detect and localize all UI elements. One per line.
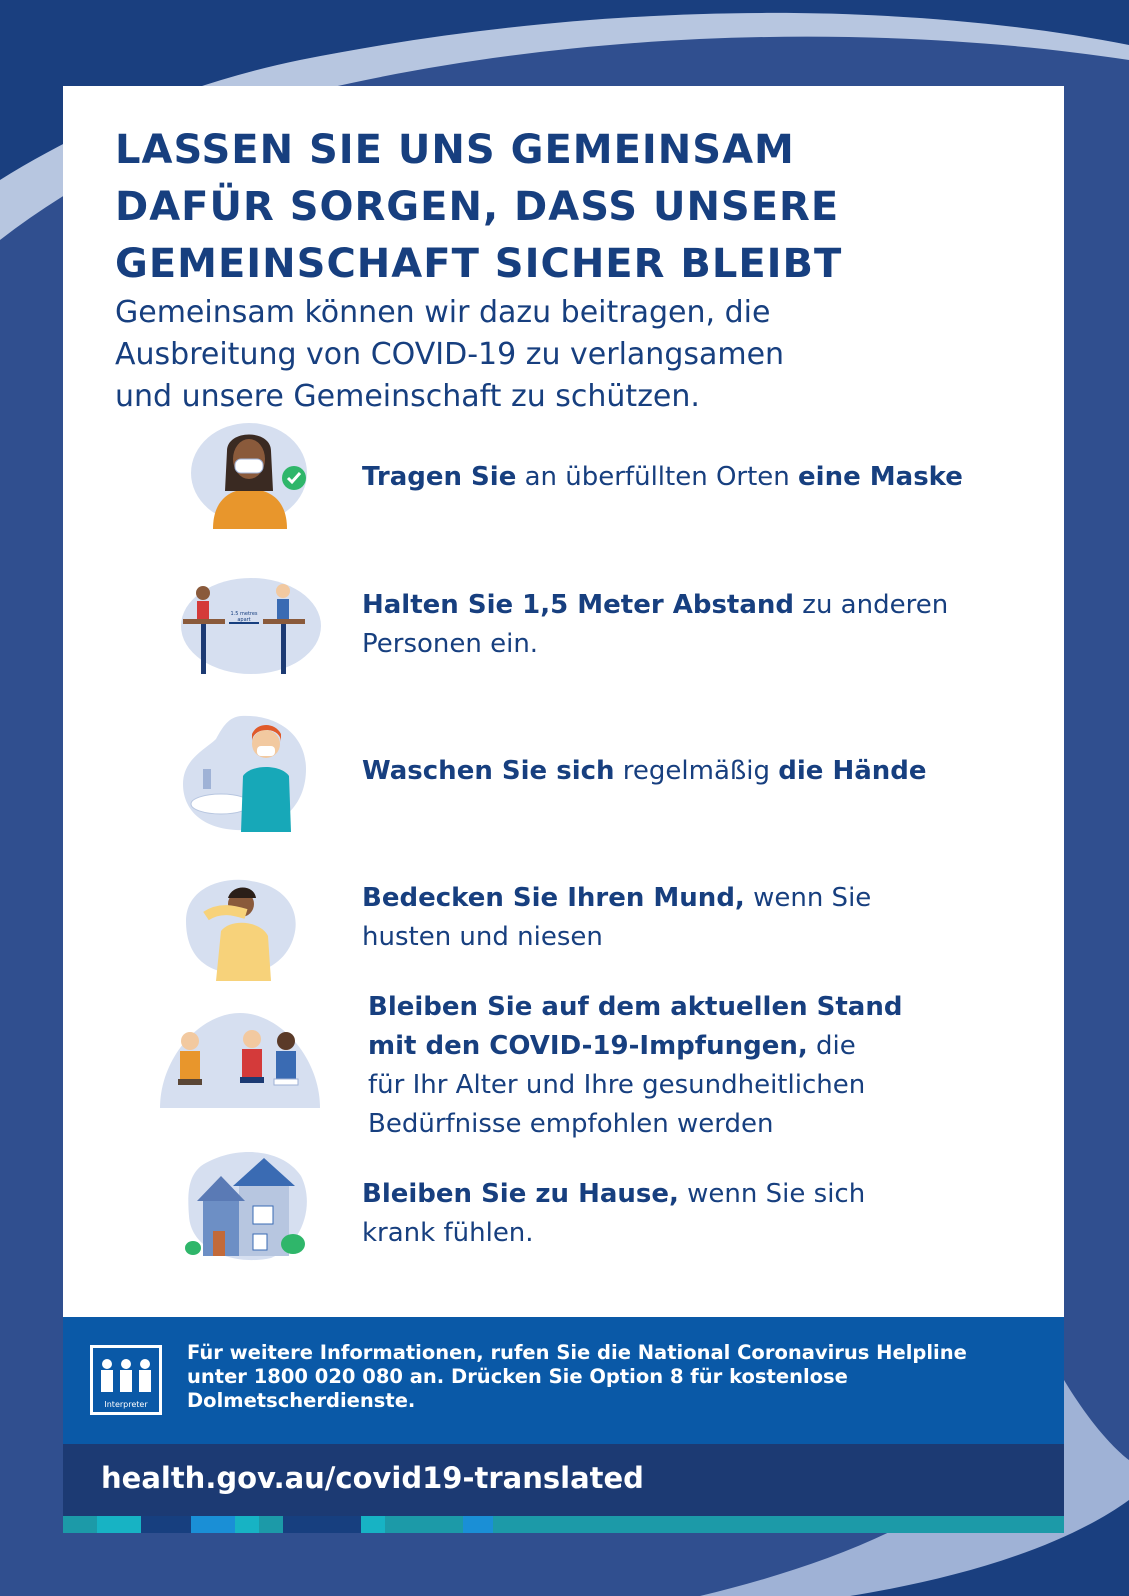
item-vaccination-bold-2: mit den COVID-19-Impfungen,	[368, 1031, 808, 1061]
vaccination-icon	[160, 1013, 320, 1111]
interpreter-label: Interpreter	[104, 1400, 148, 1409]
item-home-text: wenn Sie sich	[678, 1179, 866, 1209]
distance-label-2: apart	[237, 617, 251, 623]
decorative-stripe	[63, 1516, 1064, 1533]
item-mask	[362, 458, 1042, 497]
distance-label-1: 1.5 metres	[230, 611, 258, 617]
item-hands-text: regelmäßig	[614, 756, 779, 786]
helpline-line-2: unter 1800 020 080 an. Drücken Sie Option 8 für kostenlose	[187, 1365, 848, 1388]
hand-washing-icon	[181, 714, 311, 834]
item-cough-line-2: husten und niesen	[362, 922, 603, 952]
item-home	[362, 1175, 1042, 1253]
item-home-bold: Bleiben Sie zu Hause,	[362, 1179, 679, 1209]
intro-line-3: und unsere Gemeinschaft zu schützen.	[115, 379, 700, 414]
item-distance-text: zu anderen	[794, 590, 949, 620]
house-icon	[181, 1146, 311, 1261]
helpline-line-3: Dolmetscherdienste.	[187, 1389, 416, 1412]
headline-line-2: DAFÜR SORGEN, DASS UNSERE	[115, 184, 840, 230]
item-vaccination-line-3: für Ihr Alter und Ihre gesundheitlichen	[368, 1070, 866, 1100]
helpline-footer	[63, 1317, 1064, 1444]
url-footer	[63, 1444, 1064, 1516]
mask-wearing-icon	[191, 421, 311, 531]
item-vaccination	[368, 988, 1048, 1144]
item-vaccination-bold-1: Bleiben Sie auf dem aktuellen Stand	[368, 992, 903, 1022]
item-mask-bold-1: Tragen Sie	[362, 462, 517, 492]
item-hands-bold-2: die Hände	[778, 756, 927, 786]
interpreter-figures-icon	[93, 1354, 159, 1398]
helpline-line-1: Für weitere Informationen, rufen Sie die National Coronavirus Helpline	[187, 1341, 967, 1364]
item-cough-text: wenn Sie	[744, 883, 872, 913]
social-distancing-icon	[171, 571, 321, 676]
item-mask-text: an überfüllten Orten	[516, 462, 799, 492]
item-mask-bold-2: eine Maske	[798, 462, 963, 492]
cover-cough-icon	[176, 876, 301, 981]
website-link[interactable]: health.gov.au/covid19-translated	[101, 1461, 644, 1495]
item-vaccination-text: die	[807, 1031, 856, 1061]
item-vaccination-line-4: Bedürfnisse empfohlen werden	[368, 1109, 774, 1139]
headline-line-3: GEMEINSCHAFT SICHER BLEIBT	[115, 241, 843, 287]
intro-text	[115, 292, 1015, 418]
item-cough-bold: Bedecken Sie Ihren Mund,	[362, 883, 745, 913]
intro-line-2: Ausbreitung von COVID-19 zu verlangsamen	[115, 337, 785, 372]
item-hands-bold-1: Waschen Sie sich	[362, 756, 615, 786]
content-card	[63, 86, 1064, 1317]
item-hands	[362, 752, 1042, 791]
item-distance-bold: Halten Sie 1,5 Meter Abstand	[362, 590, 795, 620]
item-cough	[362, 879, 1042, 957]
intro-line-1: Gemeinsam können wir dazu beitragen, die	[115, 295, 771, 330]
item-distance	[362, 586, 1052, 664]
interpreter-icon	[90, 1345, 162, 1415]
helpline-text	[187, 1341, 1027, 1413]
item-home-line-2: krank fühlen.	[362, 1218, 534, 1248]
item-distance-line-2: Personen ein.	[362, 629, 539, 659]
headline-line-1: LASSEN SIE UNS GEMEINSAM	[115, 127, 795, 173]
headline	[115, 122, 1015, 293]
